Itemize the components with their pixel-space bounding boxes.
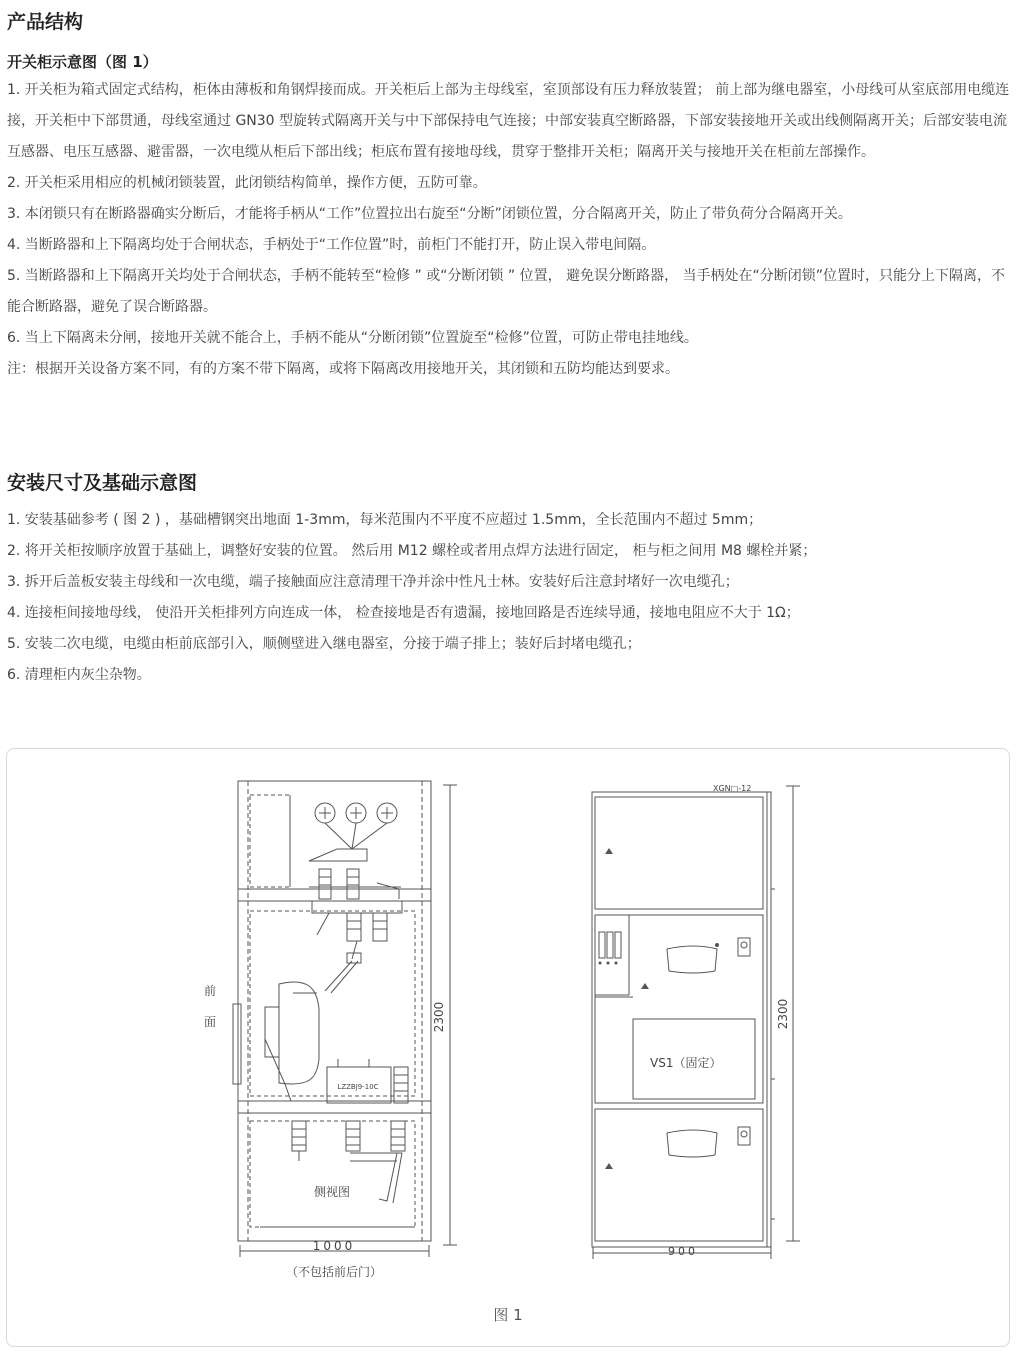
install-item-3: 3. 拆开后盖板安装主母线和一次电缆，端子接触面应注意清理干净并涂中性凡士林。安装好后注意封堵好一次电缆孔；	[7, 574, 739, 590]
upper-insulators	[312, 901, 402, 963]
install-item-6: 6. 清理柜内灰尘杂物。	[7, 667, 151, 683]
structure-item-5: 5. 当断路器和上下隔离开关均处于合闸状态，手柄不能转至“检修 ” 或“分断闭锁 ” 位置， 避免误分断路器， 当手柄处在“分断闭锁”位置时，只能分上下隔离，不能合断路器，避免了误合断路器。	[7, 268, 1006, 315]
side-height-label: 2300	[432, 1001, 446, 1033]
top-disconnector	[309, 803, 401, 899]
install-item-1: 1. 安装基础参考 ( 图 2 ) ，基础槽钢突出地面 1-3mm，每米范围内不平度不应超过 1.5mm，全长范围内不超过 5mm；	[7, 512, 763, 528]
install-item-5: 5. 安装二次电缆，电缆由柜前底部引入，顺侧壁进入继电器室，分接于端子排上；装好后封堵电缆孔；	[7, 636, 641, 652]
side-width-note: （不包括前后门）	[285, 1265, 383, 1279]
side-view-label: 侧视图	[313, 1185, 351, 1199]
current-transformer	[327, 1059, 408, 1103]
structure-item-2: 2. 开关柜采用相应的机械闭锁装置，此闭锁结构简单，操作方便，五防可靠。	[7, 175, 487, 191]
structure-note: 注：根据开关设备方案不同，有的方案不带下隔离，或将下隔离改用接地开关，其闭锁和五防均能达到要求。	[7, 361, 679, 377]
figure-box	[6, 748, 1010, 1347]
section-title-installation: 安装尺寸及基础示意图	[7, 472, 198, 494]
front-view-cabinet	[592, 792, 775, 1247]
breaker-label: VS1（固定）	[650, 1056, 722, 1070]
side-width-label: 1000	[312, 1239, 356, 1253]
section-subtitle-diagram: 开关柜示意图（图 1）	[7, 53, 158, 71]
front-label-1: 前	[204, 984, 217, 998]
figure-caption: 图 1	[493, 1306, 523, 1324]
installation-paragraphs	[7, 505, 1010, 691]
side-view-cabinet	[233, 781, 431, 1241]
switchgear-drawing	[7, 749, 1009, 1346]
structure-item-6: 6. 当上下隔离未分闸，接地开关就不能合上，手柄不能从“分断闭锁”位置旋至“检修”位置，可防止带电挂地线。	[7, 330, 698, 346]
structure-item-1: 1. 开关柜为箱式固定式结构，柜体由薄板和角钢焊接而成。开关柜后上部为主母线室，室顶部设有压力释放装置； 前上部为继电器室，小母线可从室底部用电缆连接，开关柜中下部贯通，母线室通过 GN30 型旋转式隔离开关与中下部保持电气连接；中部安装真空断路器，下部安装接地开关或出线侧隔离开关；后部安装电流互感器、电压互感器、避雷器，一次电缆从柜后下部出线；柜底布置有接地母线，贯穿于整排开关柜；隔离开关与接地开关在柜前左部操作。	[7, 82, 1010, 160]
ct-label: LZZBJ9-10C	[337, 1083, 379, 1091]
structure-item-4: 4. 当断路器和上下隔离均处于合闸状态，手柄处于“工作位置”时，前柜门不能打开，防止误入带电间隔。	[7, 237, 656, 253]
structure-item-3: 3. 本闭锁只有在断路器确实分断后，才能将手柄从“工作”位置拉出右旋至“分断”闭锁位置，分合隔离开关，防止了带负荷分合隔离开关。	[7, 206, 852, 222]
model-label: XGN□-12	[713, 784, 752, 793]
install-item-2: 2. 将开关柜按顺序放置于基础上，调整好安装的位置。 然后用 M12 螺栓或者用点焊方法进行固定， 柜与柜之间用 M8 螺栓并紧；	[7, 543, 817, 559]
install-item-4: 4. 连接柜间接地母线， 使沿开关柜排列方向连成一体， 检查接地是否有遗漏，接地回路是否连续导通，接地电阻应不大于 1Ω；	[7, 605, 800, 621]
structure-paragraphs	[7, 75, 1010, 385]
front-height-label: 2300	[776, 998, 790, 1030]
section-title-structure: 产品结构	[7, 11, 84, 33]
front-label-2: 面	[204, 1015, 217, 1029]
front-width-label: 900	[668, 1245, 698, 1258]
vacuum-breaker	[265, 961, 358, 1101]
